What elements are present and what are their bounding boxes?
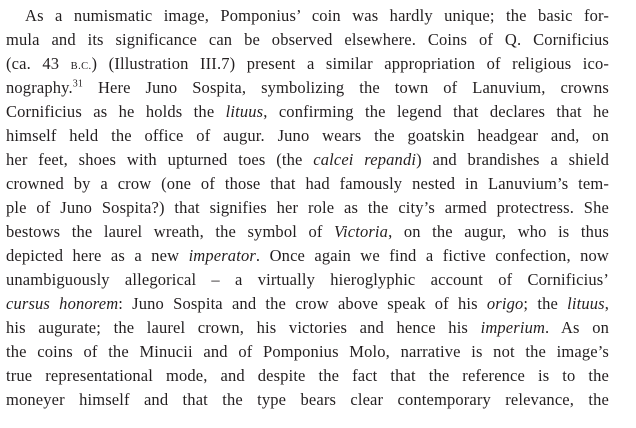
text-line [6, 388, 609, 412]
text-run: bestows the laurel wreath, the symbol of [6, 222, 335, 241]
text-run: the coins of the Minucii and of Pomponius Molo, narrative is not the image’s [6, 342, 609, 361]
text-run: depicted here as a new [6, 246, 189, 265]
text-run: himself held the office of augur. Juno wears the goatskin headgear and, on [6, 126, 609, 145]
footnote-marker: 31 [72, 78, 84, 90]
text-line [6, 244, 609, 268]
text-line [6, 100, 609, 124]
text-run: ) (Illustration III.7) present a similar appropriation of religious ico- [91, 54, 610, 73]
text-run: ; the [523, 294, 568, 313]
text-run: . Once again we find a fictive confection, now [255, 246, 609, 265]
italic-term: origo [486, 294, 524, 313]
italic-term: imperator [188, 246, 256, 265]
text-run: . As on [545, 318, 609, 337]
text-line [6, 148, 609, 172]
text-run: Here Juno Sospita, symbolizing the town of Lanuvium, crowns [83, 78, 609, 97]
italic-term: Victoria [334, 222, 389, 241]
text-line [6, 52, 609, 76]
text-run: , on the augur, who is thus [388, 222, 609, 241]
italic-term: imperium [480, 318, 546, 337]
text-run: Cornificius as he holds the [6, 102, 226, 121]
text-line [6, 268, 609, 292]
italic-term: cursus honorem [6, 294, 119, 313]
text-line [6, 292, 609, 316]
text-run: ) and brandishes a shield [416, 150, 609, 169]
text-run: nography. [6, 78, 73, 97]
text-run: true representational mode, and despite the fact that the reference is to the [6, 366, 609, 385]
text-line [6, 4, 609, 28]
italic-term: lituus [567, 294, 605, 313]
text-run: As a numismatic image, Pomponius’ coin was hardly unique; the basic for- [25, 6, 609, 25]
text-line [6, 316, 609, 340]
text-run: unambiguously allegorical – a virtually hieroglyphic account of Cornificius’ [6, 270, 609, 289]
text-run: crowned by a crow (one of those that had famously nested in Lanuvium’s tem- [6, 174, 609, 193]
text-run: : Juno Sospita and the crow above speak of his [118, 294, 487, 313]
text-run: (ca. 43 [6, 54, 71, 73]
text-line [6, 220, 609, 244]
italic-term: calcei repandi [313, 150, 417, 169]
text-run: ple of Juno Sospita?) that signifies her role as the city’s armed protectress. She [6, 198, 609, 217]
text-line [6, 28, 609, 52]
text-line [6, 124, 609, 148]
text-line [6, 196, 609, 220]
text-line [6, 340, 609, 364]
text-run: , [604, 294, 609, 313]
text-run: , confirming the legend that declares that he [263, 102, 609, 121]
small-caps-era: B.C. [70, 61, 92, 72]
text-line [6, 364, 609, 388]
text-run: his augurate; the laurel crown, his victories and hence his [6, 318, 481, 337]
text-run: her feet, shoes with upturned toes (the [6, 150, 314, 169]
italic-term: lituus [225, 102, 264, 121]
text-run: moneyer himself and that the type bears clear contemporary relevance, the [6, 390, 609, 409]
text-line [6, 76, 609, 100]
text-line [6, 172, 609, 196]
text-run: mula and its significance can be observed elsewhere. Coins of Q. Cornificius [6, 30, 609, 49]
